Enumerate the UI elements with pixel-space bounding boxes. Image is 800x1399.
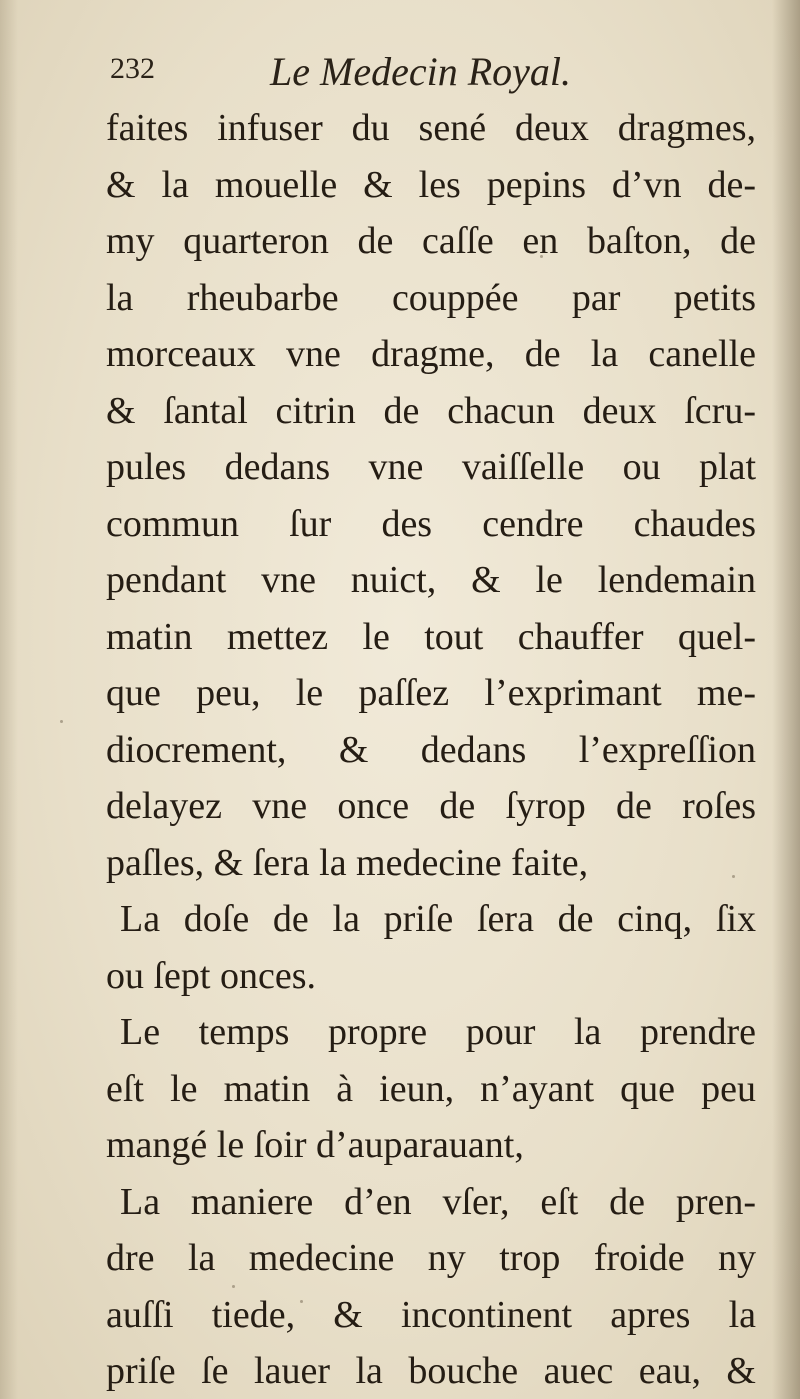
text-line: pendant vne nuict, & le lendemain bbox=[106, 559, 756, 601]
body-text bbox=[106, 100, 756, 1399]
text-line: mangé le ſoir d’auparauant, bbox=[106, 1124, 524, 1166]
text-line: matin mettez le tout chauffer quel- bbox=[106, 615, 756, 658]
gutter-shadow bbox=[772, 0, 800, 1399]
text-line: morceaux vne dragme, de la canelle bbox=[106, 333, 756, 375]
text-line: la rheubarbe couppée par petits bbox=[106, 276, 756, 319]
text-line: que peu, le paſſez l’exprimant me- bbox=[106, 672, 756, 714]
running-title: Le Medecin Royal. bbox=[270, 49, 571, 94]
text-line: auſſi tiede, & incontinent apres la bbox=[106, 1293, 756, 1336]
text-line: La maniere d’en vſer, eſt de pren- bbox=[120, 1180, 756, 1223]
text-line: dre la medecine ny trop froide ny bbox=[106, 1237, 756, 1279]
text-line: pules dedans vne vaiſſelle ou plat bbox=[106, 446, 756, 488]
text-line: diocrement, & dedans l’expreſſion bbox=[106, 728, 756, 771]
text-line: ou ſept onces. bbox=[106, 954, 317, 997]
text-line: La doſe de la priſe ſera de cinq, ſix bbox=[120, 898, 756, 940]
paper-speck bbox=[540, 255, 543, 258]
text-line: commun ſur des cendre chaudes bbox=[106, 502, 756, 545]
text-line: delayez vne once de ſyrop de roſes bbox=[106, 785, 756, 827]
paper-speck bbox=[300, 1300, 303, 1303]
text-line: eſt le matin à ieun, n’ayant que peu bbox=[106, 1067, 756, 1110]
paper-speck bbox=[732, 875, 735, 878]
paper-speck bbox=[60, 720, 63, 723]
text-line: Le temps propre pour la prendre bbox=[120, 1011, 756, 1053]
text-line: & ſantal citrin de chacun deux ſcru- bbox=[106, 389, 756, 432]
text-line: paſles, & ſera la medecine faite, bbox=[106, 841, 589, 884]
page-number: 232 bbox=[110, 52, 155, 85]
page-header bbox=[110, 48, 710, 98]
paper-speck bbox=[232, 1285, 235, 1288]
text-line: priſe ſe lauer la bouche auec eau, & bbox=[106, 1350, 756, 1392]
text-line: & la mouelle & les pepins d’vn de- bbox=[106, 163, 756, 206]
text-line: my quarteron de caſſe en baſton, de bbox=[106, 220, 756, 262]
text-line: faites infuser du sené deux dragmes, bbox=[106, 107, 756, 149]
page-edge-shadow bbox=[0, 0, 18, 1399]
